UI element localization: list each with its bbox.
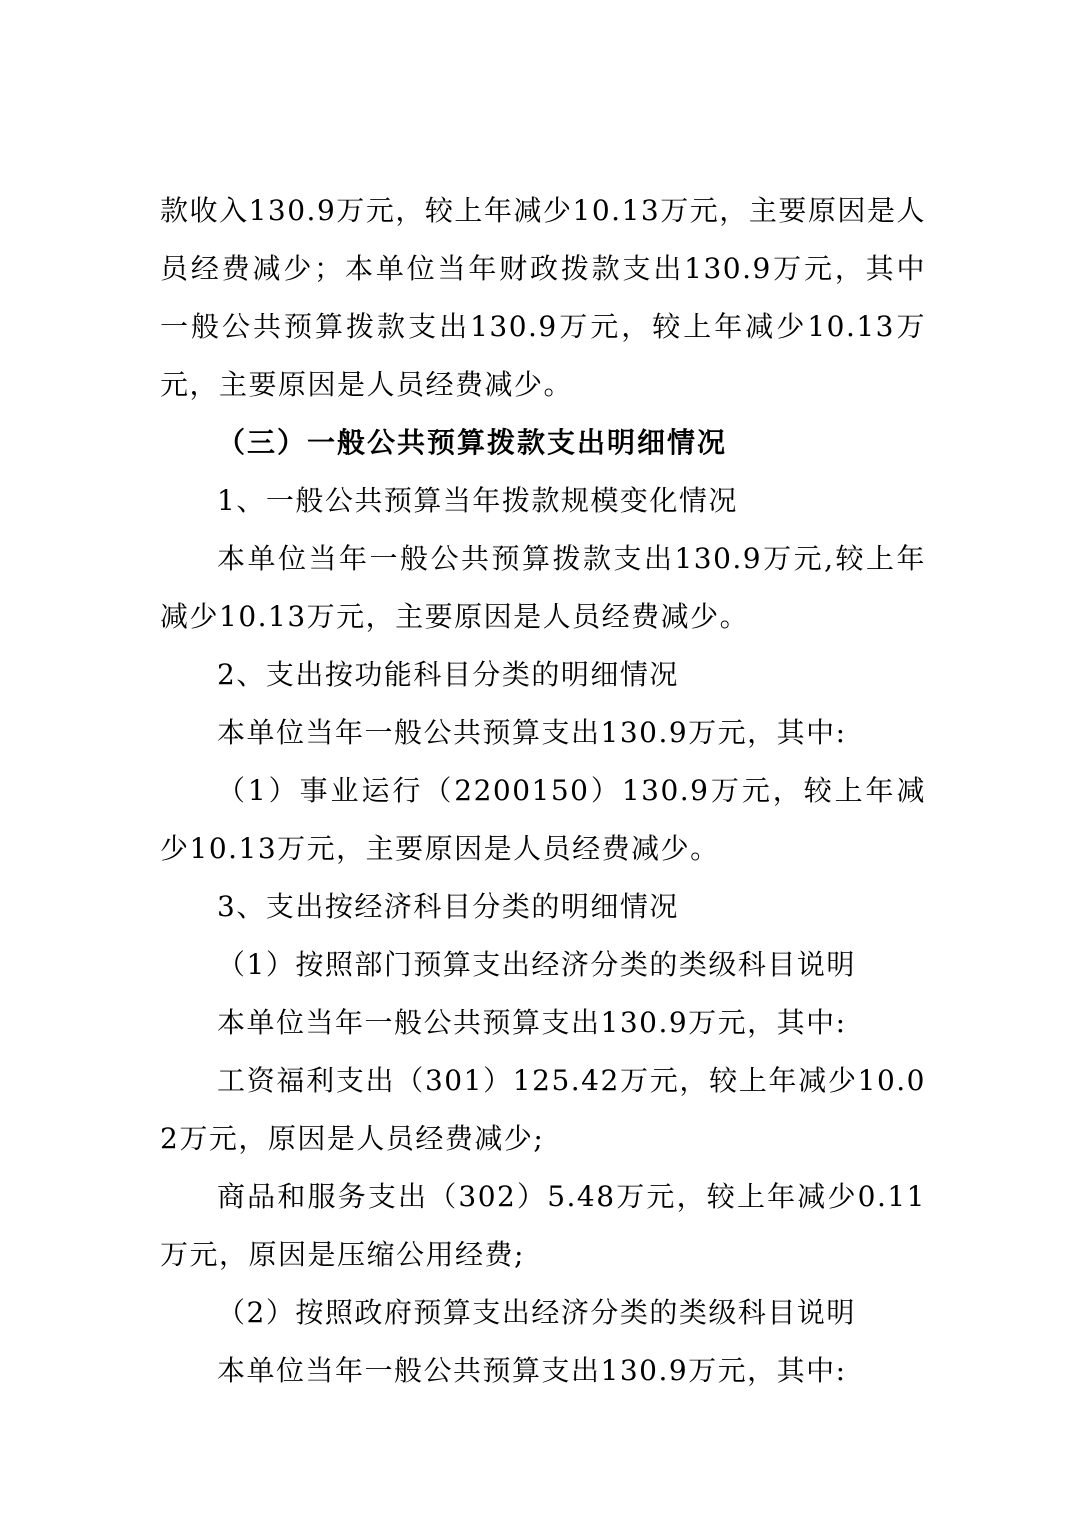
paragraph-2: 本单位当年一般公共预算支出130.9万元，其中:: [217, 716, 847, 749]
paragraph-1: 本单位当年一般公共预算拨款支出130.9万元,较上年减少10.13万元，主要原因是人员经费减少。: [160, 542, 926, 633]
subheading-3-1: （1）按照部门预算支出经济分类的类级科目说明: [217, 948, 856, 981]
paragraph-7: 本单位当年一般公共预算支出130.9万元，其中:: [217, 1354, 847, 1387]
subheading-3: 3、支出按经济科目分类的明细情况: [217, 890, 679, 923]
subheading-2: 2、支出按功能科目分类的明细情况: [217, 658, 679, 691]
paragraph-6: 商品和服务支出（302）5.48万元，较上年减少0.11万元，原因是压缩公用经费;: [160, 1180, 926, 1271]
paragraph-continuation: 款收入130.9万元，较上年减少10.13万元，主要原因是人员经费减少；本单位当年财政拨款支出130.9万元，其中一般公共预算拨款支出130.9万元，较上年减少10.13万元，主要原因是人员经费减少。: [160, 194, 926, 401]
document-page: [160, 182, 926, 1400]
subheading-1: 1、一般公共预算当年拨款规模变化情况: [217, 484, 738, 517]
paragraph-5: 工资福利支出（301）125.42万元，较上年减少10.02万元，原因是人员经费减少;: [160, 1064, 926, 1155]
subheading-3-2: （2）按照政府预算支出经济分类的类级科目说明: [217, 1296, 856, 1329]
paragraph-4: 本单位当年一般公共预算支出130.9万元，其中:: [217, 1006, 847, 1039]
section-heading: （三）一般公共预算拨款支出明细情况: [217, 426, 728, 459]
paragraph-3: （1）事业运行（2200150）130.9万元，较上年减少10.13万元，主要原因是人员经费减少。: [160, 774, 926, 865]
